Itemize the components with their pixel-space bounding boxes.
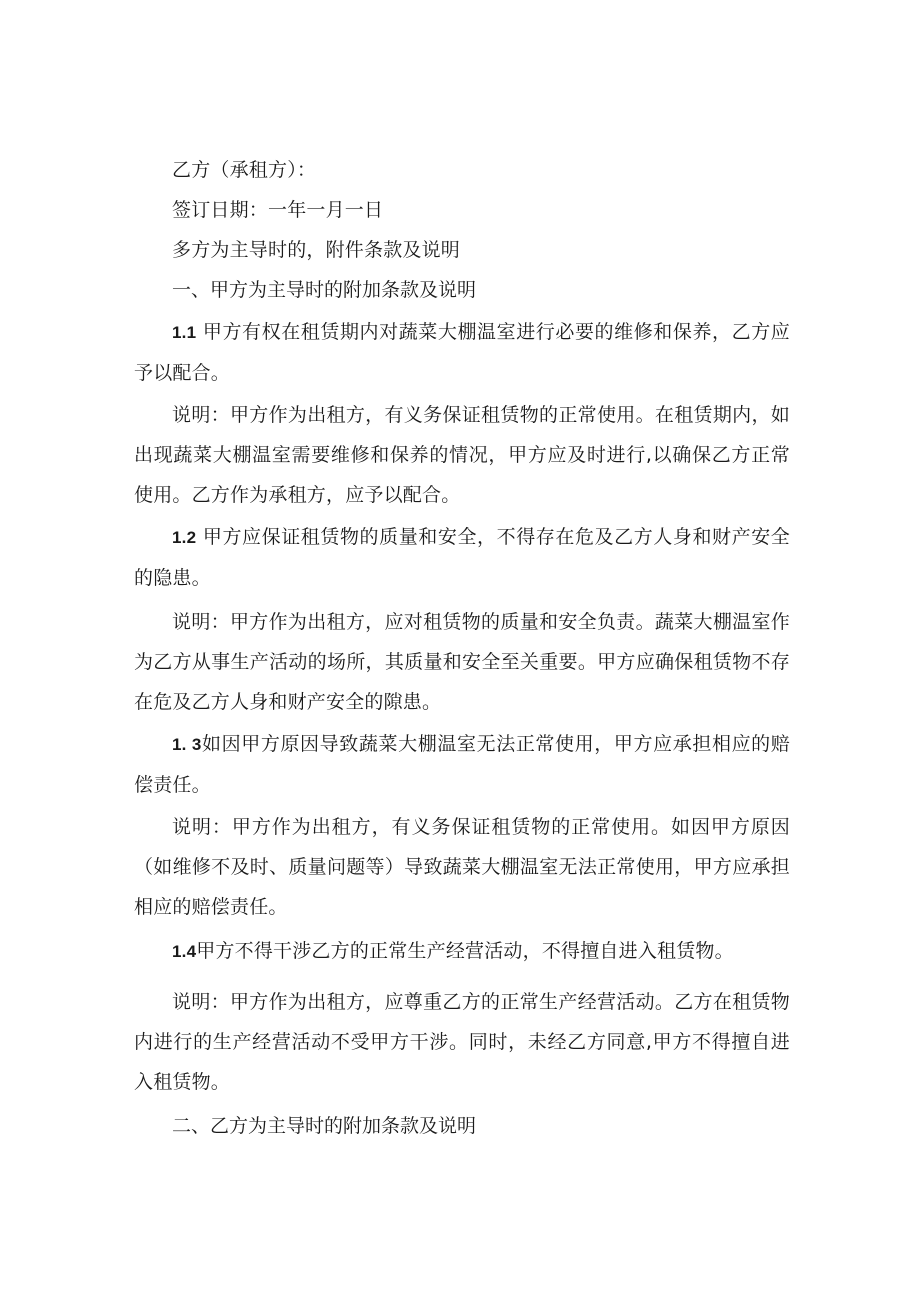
intro-line: 多方为主导时的，附件条款及说明 (172, 239, 461, 261)
clause-1-4-text: 甲方不得干涉乙方的正常生产经营活动，不得擅自进入租赁物。 (196, 940, 734, 962)
clause-1-1-number: 1.1 (172, 323, 197, 342)
note-1-1: 说明：甲方作为出租方，有义务保证租赁物的正常使用。在租赁期内，如出现蔬菜大棚温室需要维修和保养的情况，甲方应及时进行,以确保乙方正常使用。乙方作为承租方，应予以配合。 (134, 404, 790, 506)
note-1-3: 说明：甲方作为出租方，有义务保证租赁物的正常使用。如因甲方原因（如维修不及时、质量问题等）导致蔬菜大棚温室无法正常使用，甲方应承担相应的赔偿责任。 (134, 816, 790, 918)
clause-1-4-number: 1.4 (172, 942, 197, 961)
clause-1-1-text: 甲方有权在租赁期内对蔬菜大棚温室进行必要的维修和保养，乙方应予以配合。 (134, 321, 790, 384)
clause-1-4 (134, 931, 790, 972)
clause-1-3-number: 1. 3 (172, 735, 202, 754)
clause-1-2 (134, 517, 790, 598)
section-1-heading: 一、甲方为主导时的附加条款及说明 (172, 279, 477, 301)
clause-1-1 (134, 312, 790, 393)
note-1-2: 说明：甲方作为出租方，应对租赁物的质量和安全负责。蔬菜大棚温室作为乙方从事生产活动的场所，其质量和安全至关重要。甲方应确保租赁物不存在危及乙方人身和财产安全的隙患。 (134, 611, 790, 713)
section-2-heading: 二、乙方为主导时的附加条款及说明 (172, 1115, 477, 1137)
party-b-line: 乙方（承租方）： (172, 159, 317, 181)
clause-1-3 (134, 724, 790, 805)
sign-date-line: 签订日期：一年一月一日 (172, 199, 384, 221)
clause-1-3-text: 如因甲方原因导致蔬菜大棚温室无法正常使用，甲方应承担相应的赔偿责任。 (134, 733, 790, 796)
note-1-4: 说明：甲方作为出租方，应尊重乙方的正常生产经营活动。乙方在租赁物内进行的生产经营活动不受甲方干涉。同时，未经乙方同意,甲方不得擅自进入租赁物。 (134, 991, 790, 1093)
clause-1-2-text: 甲方应保证租赁物的质量和安全，不得存在危及乙方人身和财产安全的隐患。 (134, 526, 790, 589)
document-body (134, 150, 790, 1146)
clause-1-2-number: 1.2 (172, 528, 197, 547)
